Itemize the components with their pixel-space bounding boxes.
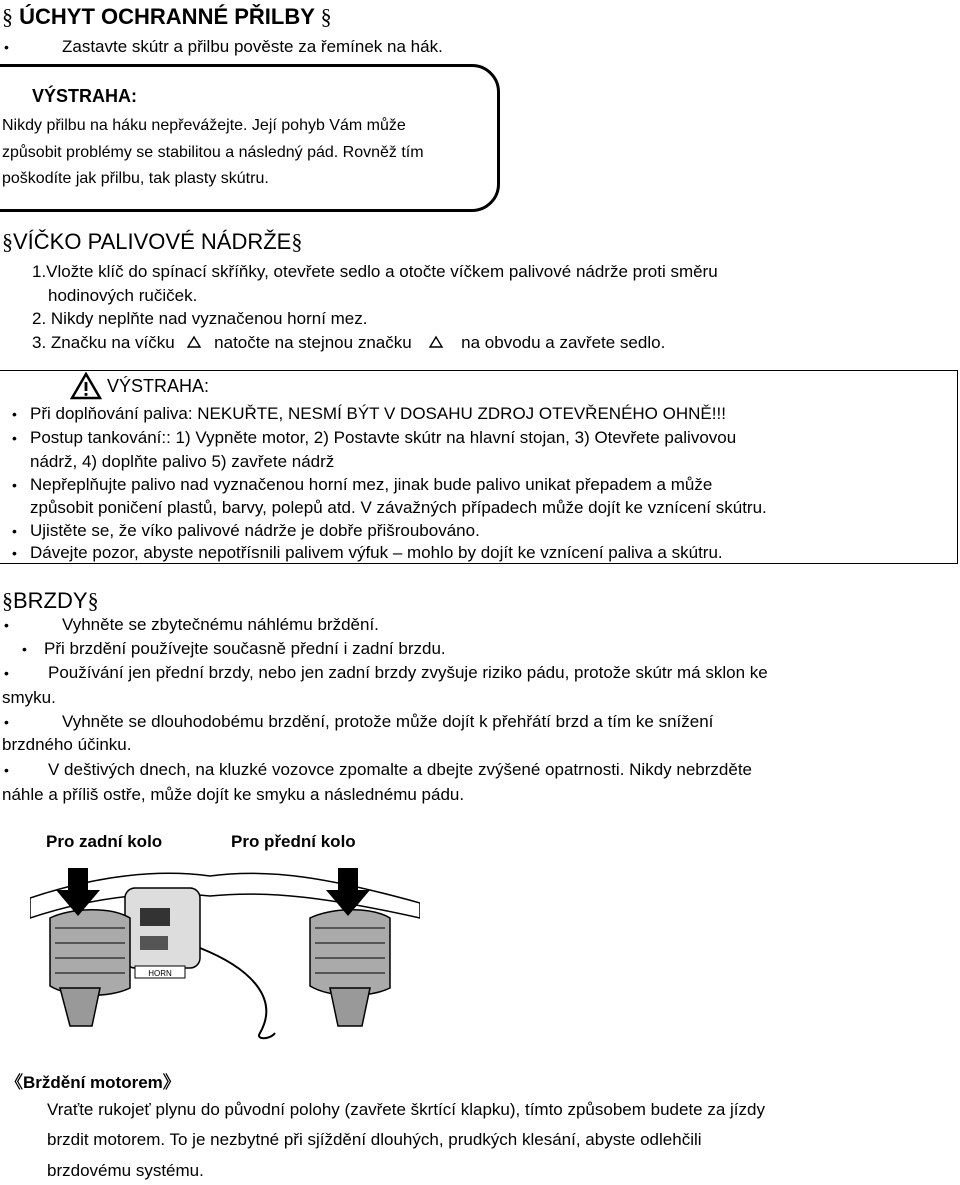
fuel-warning-item — [12, 404, 726, 424]
section-mark: § — [320, 4, 332, 29]
fuel-step-text: na obvodu a zavřete sedlo. — [461, 333, 666, 352]
brakes-item — [22, 639, 446, 659]
fuel-heading — [2, 229, 302, 255]
bullet: • — [12, 406, 17, 422]
fuel-step-3 — [32, 333, 665, 353]
brakes-heading — [2, 588, 99, 614]
brakes-item — [4, 712, 714, 732]
brakes-item — [4, 663, 768, 683]
bullet: • — [12, 523, 17, 539]
bullet: • — [22, 641, 27, 657]
brakes-text: náhle a příliš ostře, může dojít ke smyku a následnému pádu. — [2, 785, 465, 804]
brakes-item — [4, 615, 379, 635]
fuel-step: 2. Nikdy neplňte nad vyznačenou horní mez. — [32, 309, 368, 328]
horn-label: HORN — [148, 969, 172, 978]
fuel-warning-item — [12, 543, 723, 563]
fuel-warning-item — [12, 521, 480, 541]
fuel-warning-text: Nepřeplňujte palivo nad vyznačenou horní mez, jinak bude palivo unikat přepadem a může — [30, 475, 713, 494]
brakes-text: V deštivých dnech, na kluzké vozovce zpomalte a dbejte zvýšené opatrnosti. Nikdy nebrzděte — [48, 760, 752, 779]
fuel-warning-item — [12, 428, 737, 448]
brakes-text: brzdného účinku. — [2, 735, 132, 754]
bullet: • — [12, 545, 17, 561]
bullet: • — [4, 665, 9, 681]
fuel-warning-title: VÝSTRAHA: — [107, 376, 210, 396]
fuel-warning-item — [12, 475, 713, 495]
fuel-warning-text: Při doplňování paliva: NEKUŘTE, NESMÍ BÝT V DOSAHU ZDROJ OTEVŘENÉHO OHNĚ!!! — [30, 404, 726, 423]
handlebar-brakes-illustration — [30, 848, 420, 1040]
brakes-item — [4, 760, 752, 780]
brakes-text: Vyhněte se zbytečnému náhlému brždění. — [62, 615, 379, 634]
warning-triangle-icon — [70, 372, 102, 400]
triangle-mark-icon — [416, 334, 456, 350]
engine-brake-text: brzdit motorem. To je nezbytné při sjíždění dlouhých, prudkých klesání, abyste odlehčili — [47, 1130, 702, 1149]
bullet: • — [12, 477, 17, 493]
triangle-mark-icon — [179, 334, 209, 350]
helmet-item — [4, 37, 443, 57]
section-mark: § — [2, 229, 13, 254]
front-brake-label: Pro přední kolo — [231, 832, 356, 851]
bullet: • — [4, 39, 9, 55]
engine-brake-title: 《Brždění motorem》 — [6, 1073, 180, 1092]
section-mark: § — [2, 4, 13, 29]
section-mark: § — [291, 229, 303, 254]
bullet: • — [4, 762, 9, 778]
brakes-text: Vyhněte se dlouhodobému brzdění, protože může dojít k přehřátí brzd a tím ke snížení — [62, 712, 714, 731]
fuel-warning-text: nádrž, 4) doplňte palivo 5) zavřete nádrž — [30, 452, 335, 471]
helmet-warning-line: způsobit problémy se stabilitou a následný pád. Rovněž tím — [2, 144, 424, 161]
fuel-step-text: natočte na stejnou značku — [214, 333, 412, 352]
engine-brake-text: Vraťte rukojeť plynu do původní polohy (zavřete škrtící klapku), tímto způsobem budete za jízdy — [47, 1100, 765, 1119]
section-mark: § — [2, 588, 13, 613]
rear-brake-label: Pro zadní kolo — [46, 832, 163, 851]
section-mark: § — [87, 588, 99, 613]
fuel-warning-text: způsobit poničení plastů, barvy, polepů atd. V závažných případech může dojít ke vznícení skútru. — [30, 498, 767, 517]
brakes-text: Při brzdění používejte současně přední i zadní brzdu. — [44, 639, 446, 658]
fuel-warning-text: Ujistěte se, že víko palivové nádrže je dobře přišroubováno. — [30, 521, 480, 540]
helmet-warning-title: VÝSTRAHA: — [32, 86, 138, 106]
brakes-text: smyku. — [2, 688, 56, 707]
helmet-warning-line: poškodíte jak přilbu, tak plasty skútru. — [2, 170, 269, 187]
engine-brake-text: brzdovému systému. — [47, 1161, 204, 1180]
fuel-step: hodinových ručiček. — [48, 286, 198, 305]
helmet-warning-line: Nikdy přilbu na háku nepřevážejte. Její pohyb Vám může — [2, 117, 406, 134]
fuel-step: 1.Vložte klíč do spínací skříňky, otevřete sedlo a otočte víčkem palivové nádrže proti směru — [32, 262, 718, 281]
helmet-heading — [2, 4, 332, 30]
bullet: • — [4, 714, 9, 730]
brakes-text: Používání jen přední brzdy, nebo jen zadní brzdy zvyšuje riziko pádu, protože skútr má sklon ke — [48, 663, 768, 682]
fuel-title: VÍČKO PALIVOVÉ NÁDRŽE — [13, 229, 292, 254]
bullet: • — [4, 617, 9, 633]
fuel-step-text: 3. Značku na víčku — [32, 333, 175, 352]
fuel-warning-text: Postup tankování:: 1) Vypněte motor, 2) Postavte skútr na hlavní stojan, 3) Otevřete palivovou — [30, 428, 737, 447]
helmet-item-text: Zastavte skútr a přilbu pověste za řemínek na hák. — [62, 37, 443, 56]
helmet-title: ÚCHYT OCHRANNÉ PŘILBY — [19, 4, 315, 29]
brakes-title: BRZDY — [13, 588, 88, 613]
bullet: • — [12, 430, 17, 446]
fuel-warning-text: Dávejte pozor, abyste nepotřísnili palivem výfuk – mohlo by dojít ke vznícení paliva a skútru. — [30, 543, 723, 562]
